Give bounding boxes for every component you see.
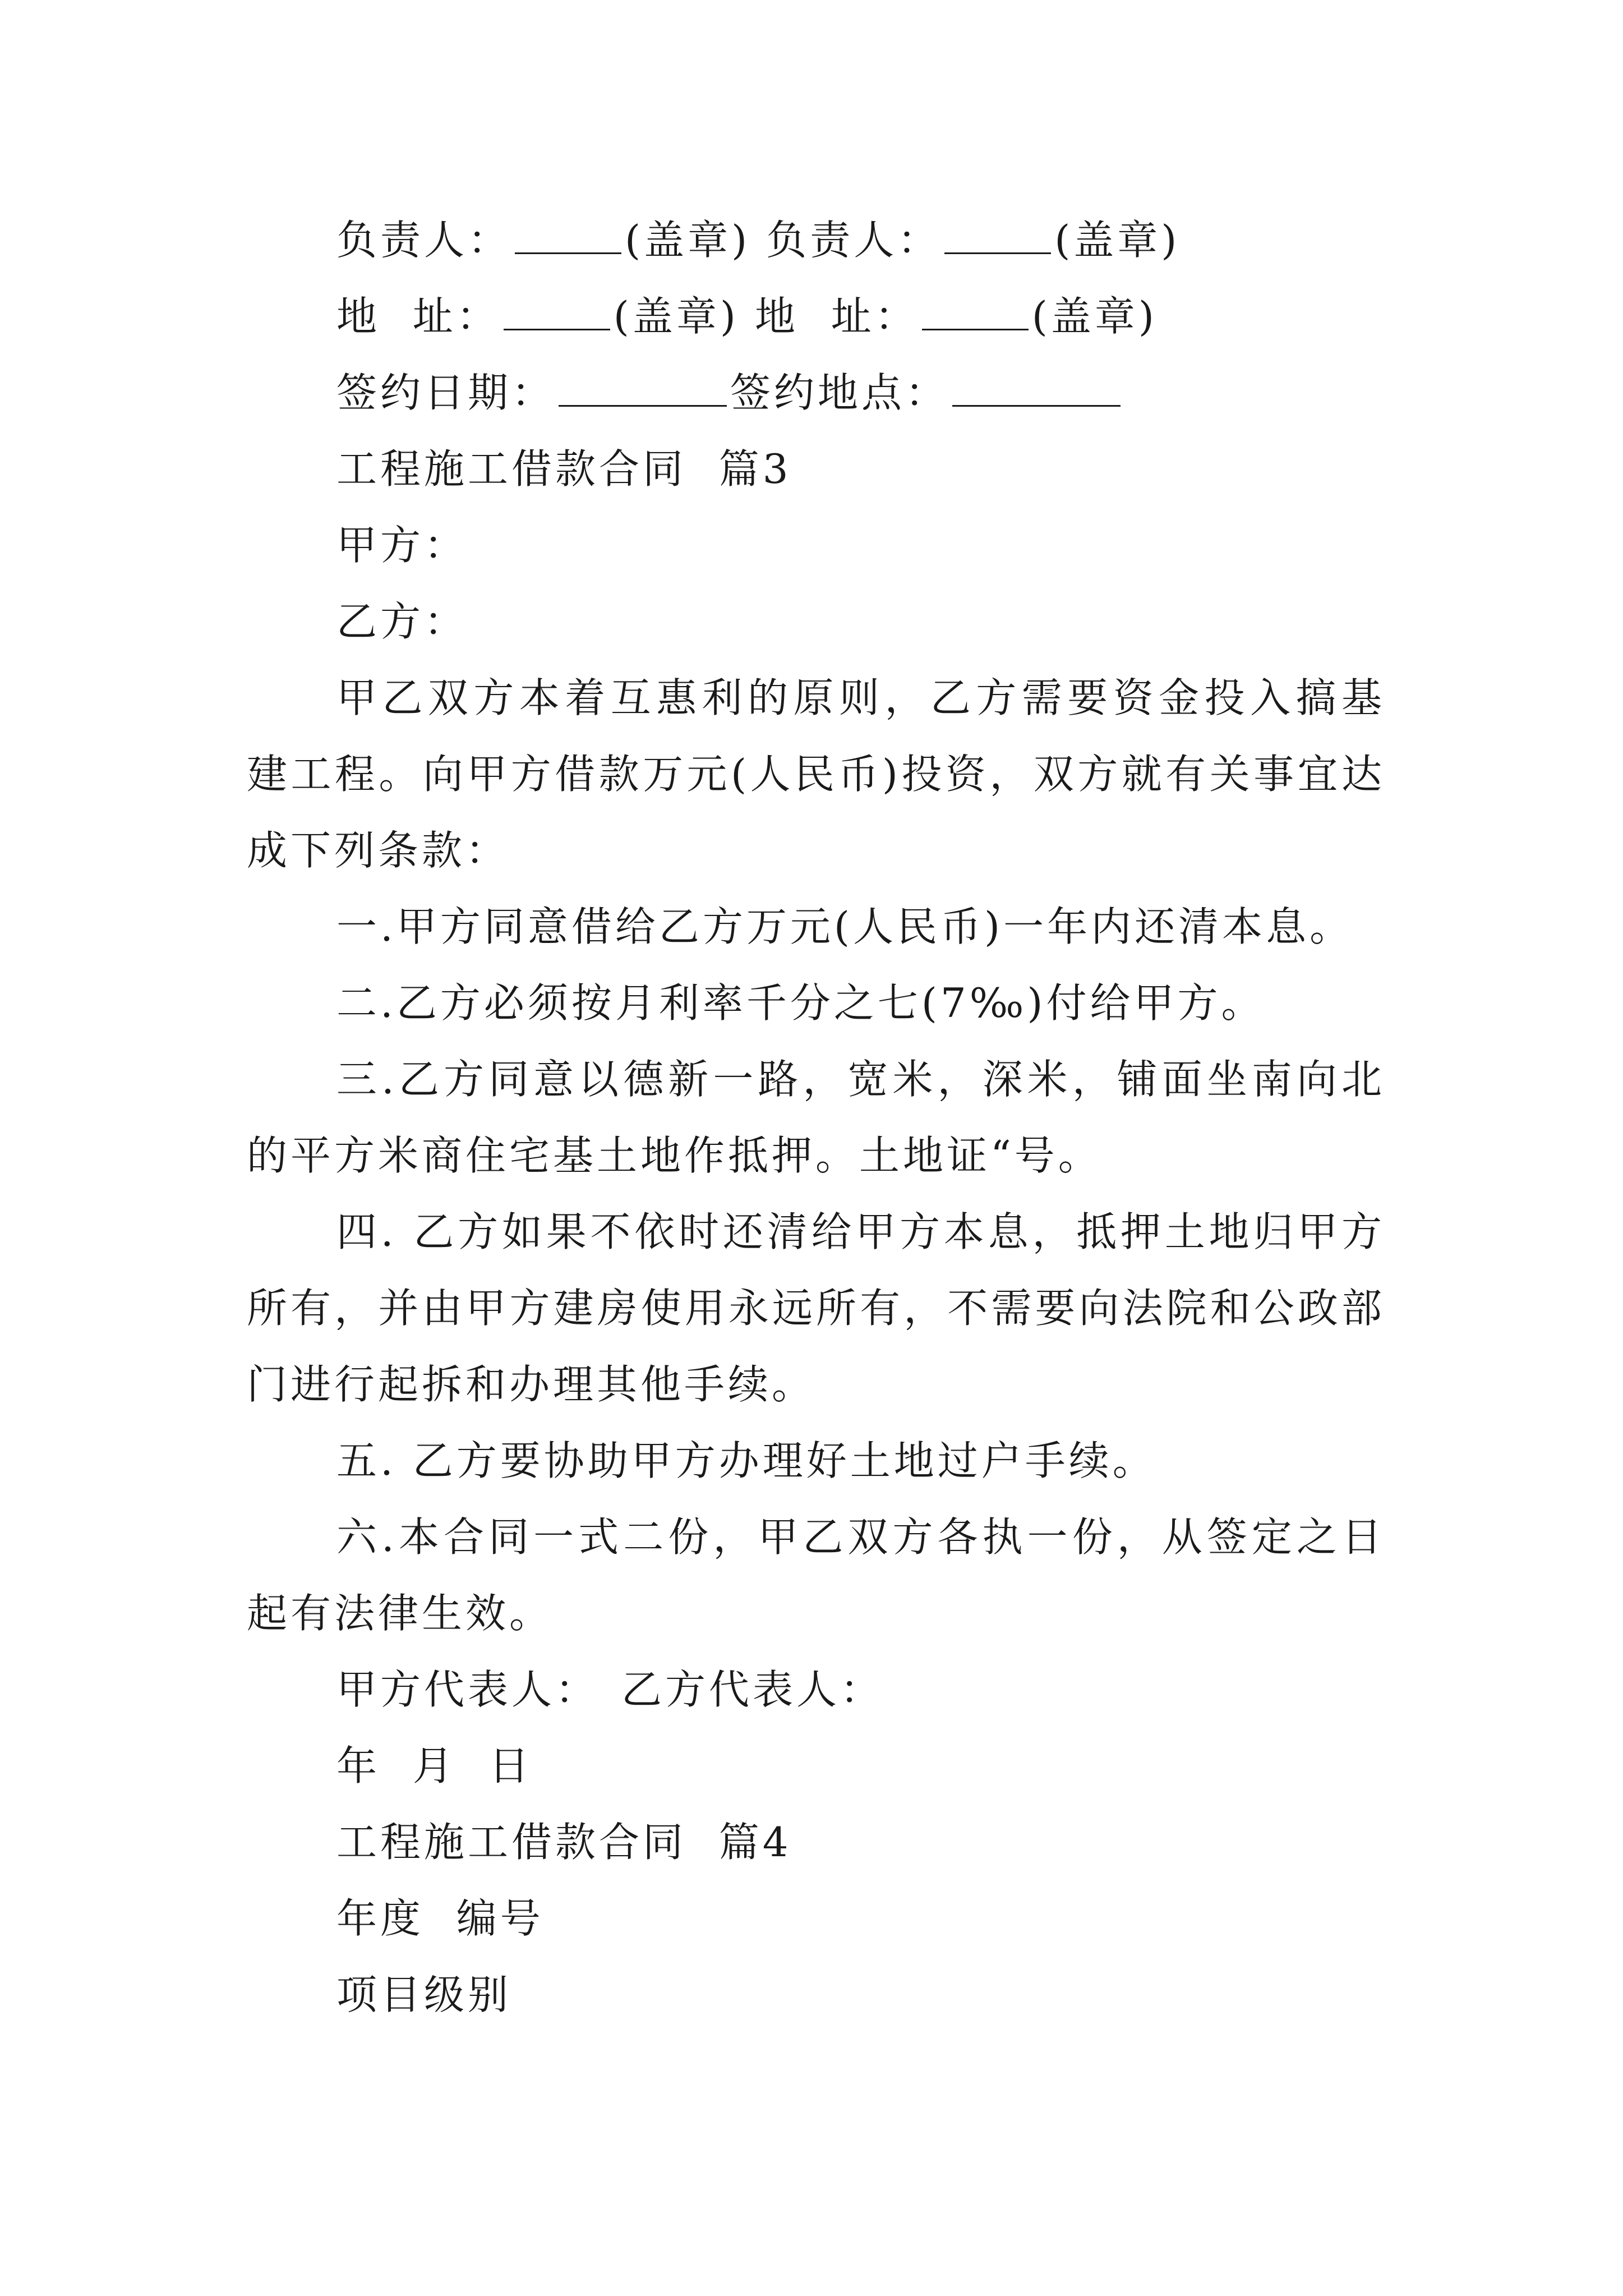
date-line: 年 月 日 xyxy=(336,1742,533,1789)
section3-intro: 甲乙双方本着互惠利的原则，乙方需要资金投入搞基建工程。向甲方借款万元(人民币)投资，双方就有关事宜达成下列条款： xyxy=(247,674,1385,874)
representatives-row xyxy=(247,1651,1385,1728)
clause-1: 一.甲方同意借给乙方万元(人民币)一年内还清本息。 xyxy=(336,903,1354,950)
address-seal-b: (盖章) xyxy=(1031,293,1158,340)
clause-2: 二.乙方必须按月利率千分之七(7‰)付给甲方。 xyxy=(336,979,1265,1027)
address-label-b: 地 址： xyxy=(754,293,919,340)
signature-row-date-place xyxy=(247,355,1385,431)
signature-row-address xyxy=(247,278,1385,355)
clause-6: 六.本合同一式二份，甲乙双方各执一份，从签定之日起有法律生效。 xyxy=(247,1513,1385,1637)
sign-place-blank xyxy=(952,371,1121,407)
rep-b-label: 乙方代表人： xyxy=(621,1666,884,1713)
address-seal-a: (盖章) xyxy=(613,293,739,340)
clause-4: 四. 乙方如果不依时还清给甲方本息，抵押土地归甲方所有，并由甲方建房使用永远所有，不需要向法院和公政部门进行起拆和办理其他手续。 xyxy=(247,1208,1385,1408)
sign-place-label: 签约地点： xyxy=(730,369,949,416)
party-b-label: 乙方： xyxy=(336,598,468,645)
signature-row-responsible xyxy=(247,202,1385,278)
seal-label-b: (盖章) xyxy=(1054,217,1181,264)
responsible-label-a: 负责人： xyxy=(336,217,512,264)
responsible-blank-b xyxy=(944,219,1051,254)
section3-title: 工程施工借款合同 篇3 xyxy=(336,445,792,493)
responsible-label-b: 负责人： xyxy=(766,217,942,264)
responsible-blank-a xyxy=(515,219,621,254)
rep-a-label: 甲方代表人： xyxy=(336,1666,600,1713)
address-blank-b xyxy=(922,295,1029,330)
address-label-a: 地 址： xyxy=(336,293,500,340)
section4-year-number: 年度 编号 xyxy=(336,1895,544,1942)
clause-5: 五. 乙方要协助甲方办理好土地过户手续。 xyxy=(336,1437,1156,1484)
document-body xyxy=(247,202,1385,2033)
sign-date-label: 签约日期： xyxy=(336,369,556,416)
address-blank-a xyxy=(504,295,610,330)
seal-label-a: (盖章) xyxy=(625,217,751,264)
party-a-label: 甲方： xyxy=(336,522,468,569)
section4-project-level: 项目级别 xyxy=(336,1971,512,2018)
clause-3: 三.乙方同意以德新一路，宽米，深米，铺面坐南向北的平方米商住宅基土地作抵押。土地证“号。 xyxy=(247,1056,1385,1179)
section4-title: 工程施工借款合同 篇4 xyxy=(336,1819,792,1866)
sign-date-blank xyxy=(559,371,727,407)
